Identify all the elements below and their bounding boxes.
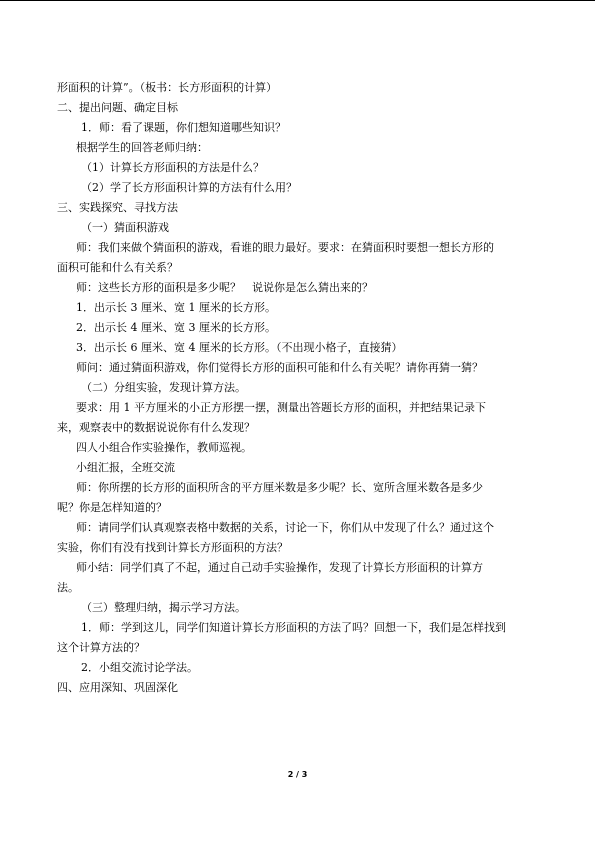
text-line: 师：请同学们认真观察表格中数据的关系，讨论一下，你们从中发现了什么？通过这个 (76, 521, 494, 534)
subsection-heading: （二）分组实验，发现计算方法。 (81, 381, 246, 394)
subsection-heading: （一）猜面积游戏 (81, 221, 169, 234)
text-line: 2．小组交流讨论学法。 (81, 661, 198, 674)
text-line: 实验，你们有没有找到计算长方形面积的方法？ (57, 541, 288, 554)
section-heading: 四、应用深知、巩固深化 (57, 681, 178, 694)
text-line: 1．师：看了课题，你们想知道哪些知识？ (81, 121, 286, 134)
text-line: 2．出示长 4 厘米、宽 3 厘米的长方形。 (76, 321, 276, 334)
text-line: 小组汇报，全班交流 (76, 461, 175, 474)
subsection-heading: （三）整理归纳，揭示学习方法。 (81, 601, 246, 614)
document-body (57, 78, 537, 698)
text-line: 1．师：学到这儿，同学们知道计算长方形面积的方法了吗？回想一下，我们是怎样找到 (81, 621, 506, 634)
text-line: 形面积的计算”。（板书：长方形面积的计算） (57, 81, 278, 94)
section-heading: 三、实践探究、寻找方法 (57, 201, 178, 214)
page-number: 2 / 3 (287, 770, 308, 779)
text-line: 师问：通过猜面积游戏，你们觉得长方形的面积可能和什么有关呢？请你再猜一猜？ (76, 361, 483, 374)
text-line: 3．出示长 6 厘米、宽 4 厘米的长方形。（不出现小格子，直接猜） (76, 341, 403, 354)
text-line: （2）学了长方形面积计算的方法有什么用？ (81, 181, 297, 194)
text-line: 师小结：同学们真了不起，通过自己动手实验操作，发现了计算长方形面积的计算方 (76, 561, 483, 574)
text-line: 来，观察表中的数据说说你有什么发现？ (57, 421, 255, 434)
text-line: 四人小组合作实验操作，教师巡视。 (76, 441, 252, 454)
text-line: 师：这些长方形的面积是多少呢？ 说说你是怎么猜出来的？ (76, 281, 373, 294)
text-line: 呢？你是怎样知道的？ (57, 501, 167, 514)
header-rule (0, 0, 595, 1)
text-line: 根据学生的回答老师归纳： (76, 141, 208, 154)
text-line: 师：我们来做个猜面积的游戏，看谁的眼力最好。要求：在猜面积时要想一想长方形的 (76, 241, 494, 254)
section-heading: 二、提出问题、确定目标 (57, 101, 178, 114)
text-line: （1）计算长方形面积的方法是什么？ (81, 161, 264, 174)
text-line: 要求：用 1 平方厘米的小正方形摆一摆，测量出答题长方形的面积，并把结果记录下 (76, 401, 486, 414)
text-line: 这个计算方法的？ (57, 641, 145, 654)
text-line: 师：你所摆的长方形的面积所含的平方厘米数是多少呢？长、宽所含厘米数各是多少 (76, 481, 483, 494)
text-line: 法。 (57, 581, 79, 594)
text-line: 面积可能和什么有关系？ (57, 261, 178, 274)
text-line: 1．出示长 3 厘米、宽 1 厘米的长方形。 (76, 301, 276, 314)
